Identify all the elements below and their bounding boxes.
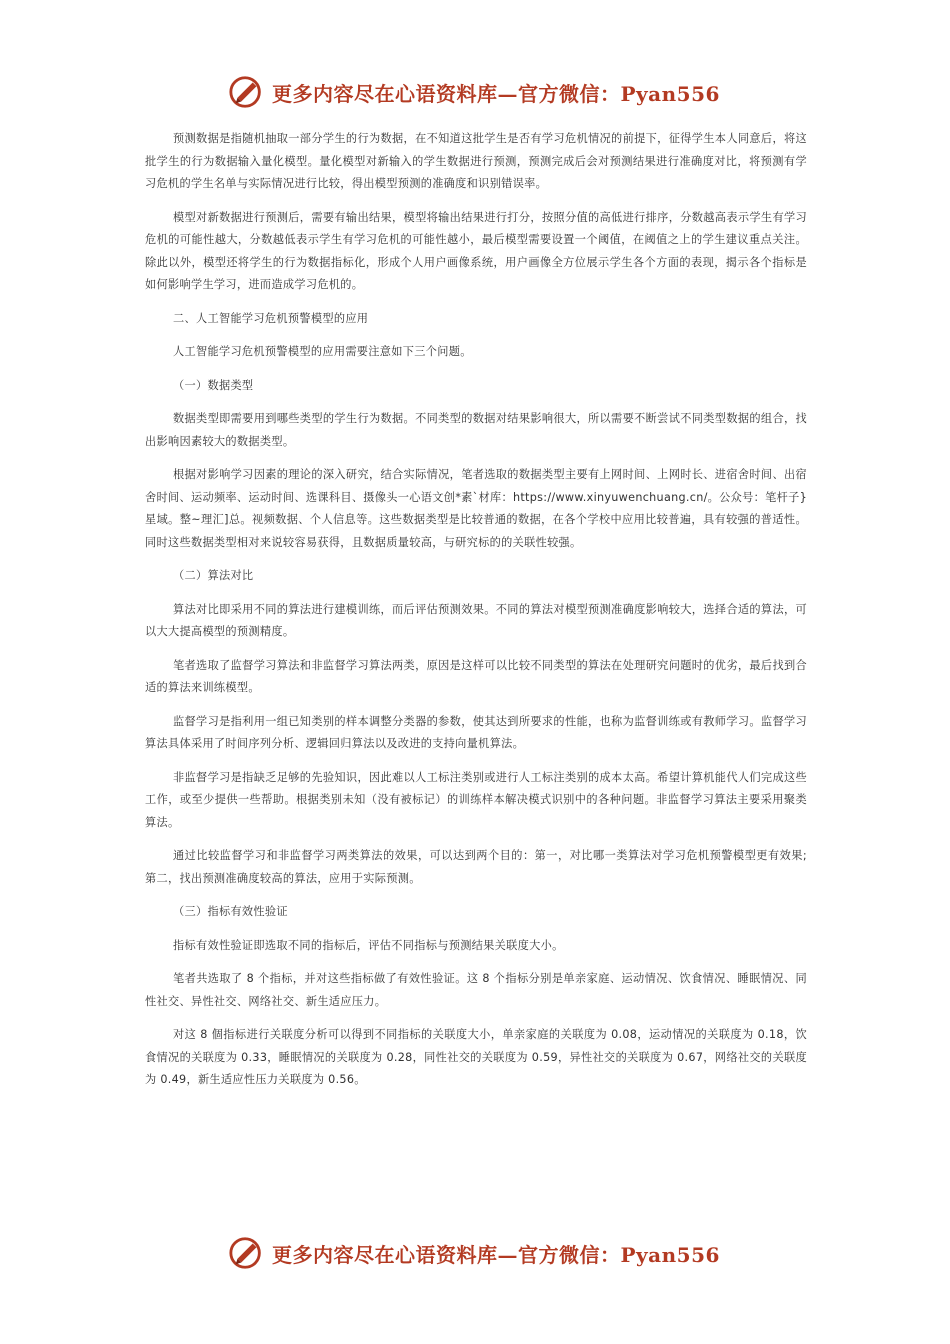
paragraph: 对这 8 個指标进行关联度分析可以得到不同指标的关联度大小，单亲家庭的关联度为 0.08，运动情况的关联度为 0.18，饮食情况的关联度为 0.33，睡眠情况的关联度为 0.28，同性社交的关联度为 0.59，异性社交的关联度为 0.67，网络社交的关联度为 0.49，新生适应性压力关联度为 0.56。: [145, 1028, 807, 1086]
brand-logo-icon: [228, 1234, 266, 1272]
paragraph: 数据类型即需要用到哪些类型的学生行为数据。不同类型的数据对结果影响很大，所以需要不断尝试不同类型数据的组合，找出影响因素较大的数据类型。: [145, 412, 807, 448]
footer-banner: [228, 1233, 728, 1273]
paragraph: 指标有效性验证即选取不同的指标后，评估不同指标与预测结果关联度大小。: [173, 938, 564, 952]
paragraph: 模型对新数据进行预测后，需要有输出结果，模型将输出结果进行打分，按照分值的高低进行排序，分数越高表示学生有学习危机的可能性越大，分数越低表示学生有学习危机的可能性越小，最后模型需要设置一个阈值，在阈值之上的学生建议重点关注。除此以外，模型还将学生的行为数据指标化，形成个人用户画像系统，用户画像全方位展示学生各个方面的表现，揭示各个指标是如何影响学生学习，进而造成学习危机的。: [145, 210, 807, 291]
paragraph: 监督学习是指利用一组已知类别的样本调整分类器的参数，使其达到所要求的性能，也称为监督训练或有教师学习。监督学习算法具体采用了时间序列分析、逻辑回归算法以及改进的支持向量机算法。: [145, 714, 807, 750]
paragraph: 根据对影响学习因素的理论的深入研究，结合实际情况，笔者选取的数据类型主要有上网时间、上网时长、进宿舍时间、出宿舍时间、运动频率、运动时间、选课科目、摄像头一心语文创*素`材库：https://www.xinyuwenchuang.cn/。公众号：笔杆子}星域。整~理汇]总。视频数据、个人信息等。这些数据类型是比较普通的数据，在各个学校中应用比较普遍，具有较强的普适性。同时这些数据类型相对来说较容易获得，且数据质量较高，与研究标的的关联性较强。: [145, 468, 807, 549]
document-body: [145, 128, 807, 1103]
footer-banner-text: 更多内容尽在心语资料库—官方微信：Pyan556: [272, 1242, 720, 1267]
paragraph: 非监督学习是指缺乏足够的先验知识，因此难以人工标注类别或进行人工标注类别的成本太高。希望计算机能代人们完成这些工作，或至少提供一些帮助。根据类别未知（没有被标记）的训练样本解决模式识别中的各种问题。非监督学习算法主要采用聚类算法。: [145, 770, 807, 829]
subsection-heading: （一）数据类型: [173, 378, 254, 392]
paragraph: 人工智能学习危机预警模型的应用需要注意如下三个问题。: [173, 345, 472, 358]
paragraph: 笔者共选取了 8 个指标，并对这些指标做了有效性验证。这 8 个指标分别是单亲家庭、运动情况、饮食情况、睡眠情况、同性社交、异性社交、网络社交、新生适应压力。: [145, 972, 807, 1008]
subsection-heading: （二）算法对比: [173, 569, 254, 582]
subsection-heading: （三）指标有效性验证: [173, 905, 288, 918]
header-banner: [228, 72, 728, 112]
paragraph: 预测数据是指随机抽取一部分学生的行为数据，在不知道这批学生是否有学习危机情况的前提下，征得学生本人同意后，将这批学生的行为数据输入量化模型。量化模型对新输入的学生数据进行预测，预测完成后会对预测结果进行准确度对比，将预测有学习危机的学生名单与实际情况进行比较，得出模型预测的准确度和识别错误率。: [145, 132, 807, 190]
paragraph: 算法对比即采用不同的算法进行建模训练，而后评估预测效果。不同的算法对模型预测准确度影响较大，选择合适的算法，可以大大提高模型的预测精度。: [145, 602, 807, 638]
header-banner-text: 更多内容尽在心语资料库—官方微信：Pyan556: [272, 81, 720, 106]
brand-logo-icon: [228, 73, 266, 111]
paragraph: 通过比较监督学习和非监督学习两类算法的效果，可以达到两个目的：第一，对比哪一类算法对学习危机预警模型更有效果;第二，找出预测准确度较高的算法，应用于实际预测。: [145, 849, 807, 885]
paragraph: 笔者选取了监督学习算法和非监督学习算法两类，原因是这样可以比较不同类型的算法在处理研究问题时的优劣，最后找到合适的算法来训练模型。: [145, 658, 807, 694]
section-heading: 二、人工智能学习危机预警模型的应用: [173, 311, 369, 325]
